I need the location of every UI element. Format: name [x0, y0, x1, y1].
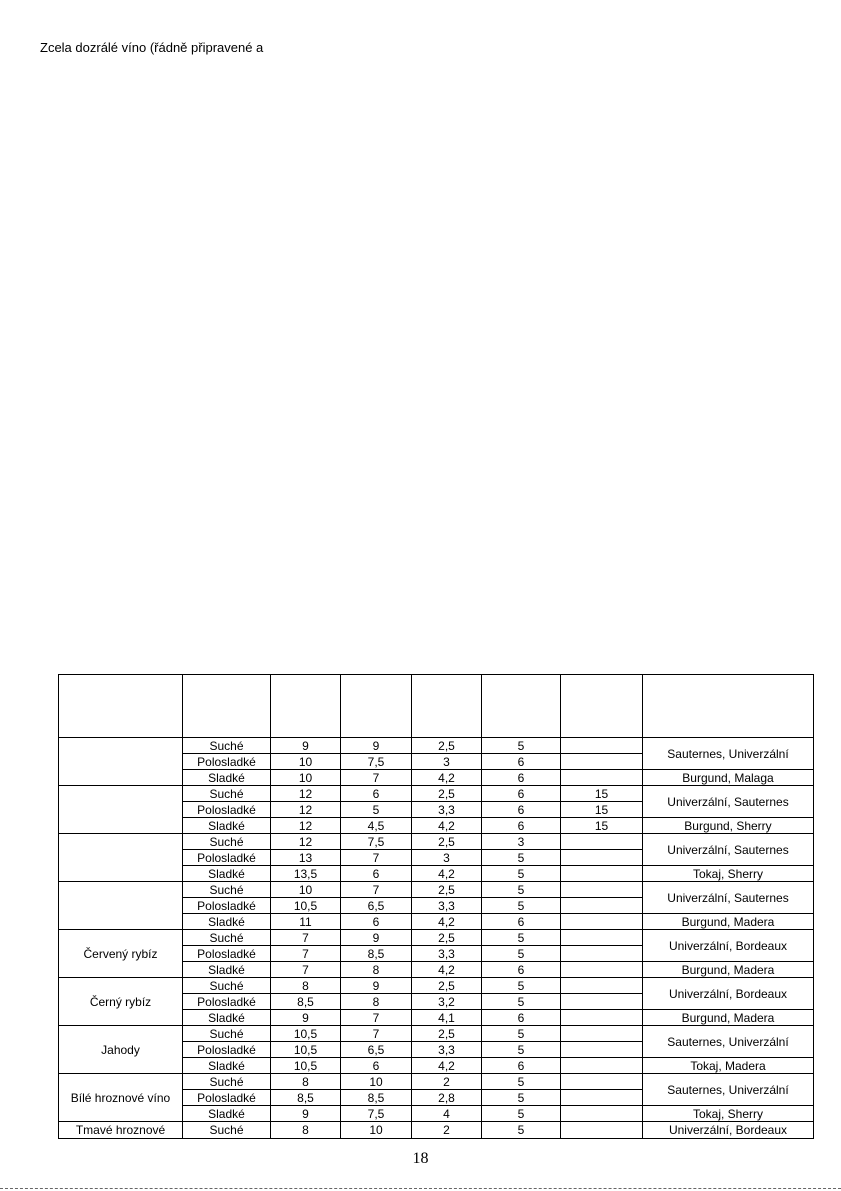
value-cell-c2: 8,5	[341, 1090, 412, 1106]
value-cell-c4: 5	[482, 946, 561, 962]
value-cell-c5	[561, 994, 643, 1010]
wine-type-cell: Polosladké	[183, 802, 271, 818]
value-cell-c4: 6	[482, 786, 561, 802]
header-cell-3	[412, 675, 482, 738]
value-cell-c1: 8	[271, 1074, 341, 1090]
value-cell-c3: 4,2	[412, 770, 482, 786]
value-cell-c1: 10	[271, 882, 341, 898]
value-cell-c1: 13,5	[271, 866, 341, 882]
wine-type-cell: Suché	[183, 930, 271, 946]
value-cell-c5	[561, 1042, 643, 1058]
value-cell-c1: 10	[271, 754, 341, 770]
value-cell-c4: 5	[482, 994, 561, 1010]
value-cell-c4: 5	[482, 898, 561, 914]
table-row	[59, 1026, 814, 1042]
value-cell-c1: 12	[271, 818, 341, 834]
value-cell-c4: 6	[482, 1058, 561, 1074]
value-cell-c3: 3,3	[412, 1042, 482, 1058]
value-cell-c2: 5	[341, 802, 412, 818]
value-cell-c3: 3,3	[412, 802, 482, 818]
table-row	[59, 1074, 814, 1090]
wine-type-cell: Sladké	[183, 1010, 271, 1026]
value-cell-c3: 2,5	[412, 786, 482, 802]
value-cell-c4: 5	[482, 930, 561, 946]
header-cell-use	[643, 675, 814, 738]
value-cell-c1: 13	[271, 850, 341, 866]
value-cell-c5	[561, 866, 643, 882]
wine-type-cell: Polosladké	[183, 994, 271, 1010]
value-cell-c3: 2,5	[412, 978, 482, 994]
value-cell-c4: 5	[482, 738, 561, 754]
wine-type-cell: Polosladké	[183, 946, 271, 962]
value-cell-c3: 2,5	[412, 882, 482, 898]
value-cell-c3: 2,5	[412, 834, 482, 850]
wine-type-cell: Sladké	[183, 962, 271, 978]
wine-style-cell: Univerzální, Sauternes	[643, 834, 814, 866]
header-cell-1	[271, 675, 341, 738]
wine-style-cell: Tokaj, Sherry	[643, 1106, 814, 1122]
value-cell-c2: 7,5	[341, 754, 412, 770]
wine-style-cell: Tokaj, Madera	[643, 1058, 814, 1074]
wine-style-cell: Burgund, Madera	[643, 1010, 814, 1026]
value-cell-c3: 2	[412, 1074, 482, 1090]
value-cell-c1: 8	[271, 978, 341, 994]
wine-type-cell: Sladké	[183, 770, 271, 786]
table-row	[59, 930, 814, 946]
wine-style-cell: Sauternes, Univerzální	[643, 1074, 814, 1106]
wine-style-cell: Sauternes, Univerzální	[643, 1026, 814, 1058]
value-cell-c3: 4,2	[412, 914, 482, 930]
wine-type-cell: Sladké	[183, 914, 271, 930]
value-cell-c2: 7	[341, 850, 412, 866]
value-cell-c1: 8,5	[271, 994, 341, 1010]
value-cell-c2: 7	[341, 770, 412, 786]
value-cell-c2: 9	[341, 930, 412, 946]
value-cell-c5	[561, 850, 643, 866]
value-cell-c5	[561, 754, 643, 770]
wine-type-cell: Polosladké	[183, 1090, 271, 1106]
header-cell-2	[341, 675, 412, 738]
value-cell-c3: 2,5	[412, 738, 482, 754]
value-cell-c3: 4,2	[412, 818, 482, 834]
value-cell-c3: 4,1	[412, 1010, 482, 1026]
value-cell-c4: 6	[482, 818, 561, 834]
table-body	[59, 675, 814, 1139]
value-cell-c5	[561, 978, 643, 994]
value-cell-c3: 3,3	[412, 898, 482, 914]
wine-type-cell: Polosladké	[183, 754, 271, 770]
value-cell-c2: 7,5	[341, 834, 412, 850]
value-cell-c1: 10,5	[271, 898, 341, 914]
value-cell-c3: 4	[412, 1106, 482, 1122]
value-cell-c2: 8	[341, 962, 412, 978]
value-cell-c3: 3	[412, 754, 482, 770]
table-row	[59, 882, 814, 898]
value-cell-c5	[561, 1026, 643, 1042]
value-cell-c2: 4,5	[341, 818, 412, 834]
value-cell-c1: 9	[271, 738, 341, 754]
wine-type-cell: Polosladké	[183, 850, 271, 866]
value-cell-c2: 6	[341, 914, 412, 930]
fruit-cell	[59, 882, 183, 930]
value-cell-c2: 8,5	[341, 946, 412, 962]
value-cell-c1: 8,5	[271, 1090, 341, 1106]
wine-type-cell: Suché	[183, 882, 271, 898]
wine-type-cell: Polosladké	[183, 898, 271, 914]
value-cell-c4: 6	[482, 770, 561, 786]
value-cell-c1: 10,5	[271, 1058, 341, 1074]
value-cell-c4: 6	[482, 1010, 561, 1026]
value-cell-c1: 9	[271, 1010, 341, 1026]
value-cell-c5	[561, 1010, 643, 1026]
table-row	[59, 1122, 814, 1139]
page-bottom-divider	[0, 1188, 841, 1189]
value-cell-c5	[561, 930, 643, 946]
value-cell-c2: 6	[341, 866, 412, 882]
value-cell-c4: 5	[482, 866, 561, 882]
table-row	[59, 738, 814, 754]
wine-style-cell: Burgund, Malaga	[643, 770, 814, 786]
value-cell-c3: 3	[412, 850, 482, 866]
header-cell-type	[183, 675, 271, 738]
wine-style-cell: Univerzální, Sauternes	[643, 882, 814, 914]
value-cell-c4: 6	[482, 914, 561, 930]
value-cell-c5	[561, 1122, 643, 1139]
fruit-cell: Bílé hroznové víno	[59, 1074, 183, 1122]
value-cell-c2: 7,5	[341, 1106, 412, 1122]
fruit-cell: Černý rybíz	[59, 978, 183, 1026]
fruit-cell: Jahody	[59, 1026, 183, 1074]
value-cell-c1: 12	[271, 786, 341, 802]
wine-style-cell: Univerzální, Bordeaux	[643, 1122, 814, 1139]
wine-style-cell: Burgund, Madera	[643, 962, 814, 978]
wine-type-cell: Suché	[183, 1074, 271, 1090]
value-cell-c5	[561, 738, 643, 754]
wine-style-cell: Tokaj, Sherry	[643, 866, 814, 882]
table-header-row	[59, 675, 814, 738]
value-cell-c3: 4,2	[412, 866, 482, 882]
wine-style-cell: Univerzální, Bordeaux	[643, 930, 814, 962]
wine-style-cell: Univerzální, Bordeaux	[643, 978, 814, 1010]
value-cell-c4: 5	[482, 882, 561, 898]
value-cell-c3: 2,5	[412, 930, 482, 946]
value-cell-c1: 9	[271, 1106, 341, 1122]
wine-type-cell: Suché	[183, 1122, 271, 1139]
value-cell-c1: 7	[271, 930, 341, 946]
header-cell-5	[561, 675, 643, 738]
value-cell-c5: 15	[561, 786, 643, 802]
value-cell-c5	[561, 834, 643, 850]
value-cell-c4: 5	[482, 850, 561, 866]
value-cell-c2: 6	[341, 1058, 412, 1074]
value-cell-c3: 4,2	[412, 962, 482, 978]
table-row	[59, 786, 814, 802]
wine-recipe-table	[58, 674, 814, 1139]
wine-type-cell: Suché	[183, 978, 271, 994]
table-row	[59, 978, 814, 994]
value-cell-c5: 15	[561, 802, 643, 818]
table-row	[59, 834, 814, 850]
fruit-cell: Tmavé hroznové	[59, 1122, 183, 1139]
wine-style-cell: Burgund, Sherry	[643, 818, 814, 834]
value-cell-c2: 8	[341, 994, 412, 1010]
value-cell-c1: 12	[271, 802, 341, 818]
value-cell-c5	[561, 770, 643, 786]
value-cell-c2: 9	[341, 738, 412, 754]
value-cell-c4: 3	[482, 834, 561, 850]
value-cell-c1: 7	[271, 946, 341, 962]
fruit-cell	[59, 834, 183, 882]
value-cell-c1: 12	[271, 834, 341, 850]
wine-type-cell: Suché	[183, 834, 271, 850]
wine-type-cell: Suché	[183, 786, 271, 802]
value-cell-c2: 10	[341, 1122, 412, 1139]
value-cell-c3: 2,5	[412, 1026, 482, 1042]
value-cell-c4: 6	[482, 802, 561, 818]
value-cell-c2: 6,5	[341, 898, 412, 914]
value-cell-c5	[561, 1106, 643, 1122]
value-cell-c5	[561, 1090, 643, 1106]
value-cell-c3: 4,2	[412, 1058, 482, 1074]
value-cell-c5	[561, 946, 643, 962]
fruit-cell: Červený rybíz	[59, 930, 183, 978]
wine-type-cell: Sladké	[183, 1106, 271, 1122]
value-cell-c2: 9	[341, 978, 412, 994]
wine-type-cell: Sladké	[183, 1058, 271, 1074]
fruit-cell	[59, 738, 183, 786]
value-cell-c4: 5	[482, 1042, 561, 1058]
value-cell-c1: 10	[271, 770, 341, 786]
wine-style-cell: Univerzální, Sauternes	[643, 786, 814, 818]
value-cell-c1: 11	[271, 914, 341, 930]
value-cell-c1: 7	[271, 962, 341, 978]
value-cell-c2: 10	[341, 1074, 412, 1090]
value-cell-c3: 2,8	[412, 1090, 482, 1106]
page-number: 18	[412, 1150, 429, 1167]
value-cell-c5	[561, 1074, 643, 1090]
value-cell-c4: 5	[482, 1090, 561, 1106]
value-cell-c2: 6,5	[341, 1042, 412, 1058]
value-cell-c1: 10,5	[271, 1042, 341, 1058]
value-cell-c4: 5	[482, 1026, 561, 1042]
value-cell-c4: 5	[482, 978, 561, 994]
wine-type-cell: Suché	[183, 1026, 271, 1042]
value-cell-c1: 8	[271, 1122, 341, 1139]
value-cell-c4: 6	[482, 962, 561, 978]
value-cell-c5: 15	[561, 818, 643, 834]
value-cell-c3: 2	[412, 1122, 482, 1139]
intro-text: Zcela dozrálé víno (řádně připravené a	[40, 40, 264, 55]
value-cell-c5	[561, 1058, 643, 1074]
wine-style-cell: Sauternes, Univerzální	[643, 738, 814, 770]
wine-type-cell: Sladké	[183, 866, 271, 882]
value-cell-c3: 3,2	[412, 994, 482, 1010]
value-cell-c5	[561, 962, 643, 978]
value-cell-c5	[561, 914, 643, 930]
value-cell-c3: 3,3	[412, 946, 482, 962]
value-cell-c2: 6	[341, 786, 412, 802]
value-cell-c2: 7	[341, 882, 412, 898]
value-cell-c4: 5	[482, 1122, 561, 1139]
header-cell-4	[482, 675, 561, 738]
wine-type-cell: Polosladké	[183, 1042, 271, 1058]
wine-style-cell: Burgund, Madera	[643, 914, 814, 930]
value-cell-c4: 5	[482, 1106, 561, 1122]
header-cell-fruit	[59, 675, 183, 738]
value-cell-c4: 5	[482, 1074, 561, 1090]
value-cell-c2: 7	[341, 1010, 412, 1026]
value-cell-c4: 6	[482, 754, 561, 770]
fruit-cell	[59, 786, 183, 834]
value-cell-c5	[561, 882, 643, 898]
wine-type-cell: Suché	[183, 738, 271, 754]
value-cell-c2: 7	[341, 1026, 412, 1042]
wine-type-cell: Sladké	[183, 818, 271, 834]
value-cell-c1: 10,5	[271, 1026, 341, 1042]
value-cell-c5	[561, 898, 643, 914]
